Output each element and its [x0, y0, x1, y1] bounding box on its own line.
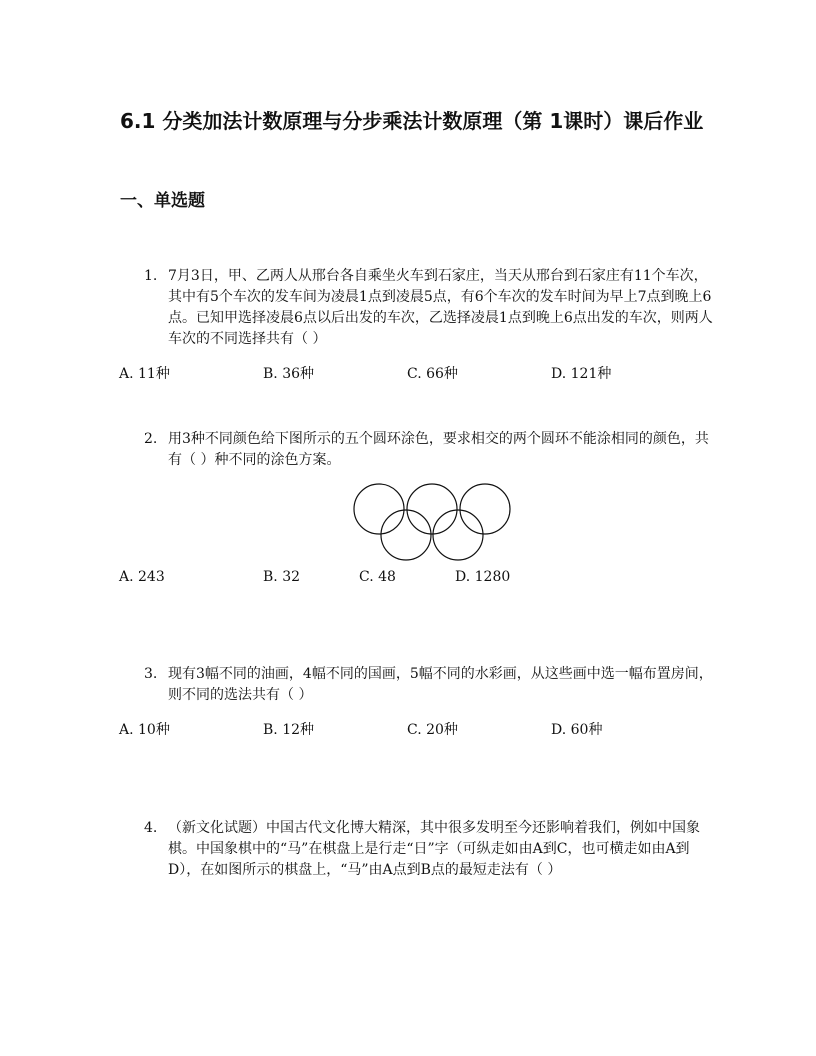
section-heading: 一、单选题 [120, 191, 205, 211]
question-text: 现有3幅不同的油画，4幅不同的国画，5幅不同的水彩画，从这些画中选一幅布置房间，则不同的选法共有（ ） [168, 666, 713, 703]
question-number: 4. [144, 820, 158, 836]
option-c[interactable]: C. 66种 [407, 366, 458, 382]
question-1 [144, 266, 719, 350]
option-b[interactable]: B. 12种 [263, 722, 315, 738]
option-c[interactable]: C. 20种 [407, 722, 458, 738]
ring-top-left [354, 484, 404, 534]
option-b[interactable]: B. 32 [263, 569, 301, 585]
ring-top-middle [407, 484, 457, 534]
question-text: 7月3日，甲、乙两人从邢台各自乘坐火车到石家庄，当天从邢台到石家庄有11个车次，其中有5个车次的发车间为凌晨1点到凌晨5点，有6个车次的发车时间为早上7点到晚上6点。已知甲选择凌晨6点以后出发的车次，乙选择凌晨1点到晚上6点出发的车次，则两人车次的不同选择共有（ ） [168, 268, 713, 347]
options-q2 [119, 566, 719, 588]
question-number: 3. [144, 666, 158, 682]
question-number: 2. [144, 431, 158, 447]
option-d[interactable]: D. 1280 [455, 569, 511, 585]
option-a[interactable]: A. 10种 [119, 722, 170, 738]
ring-top-right [460, 484, 510, 534]
question-4 [144, 818, 719, 881]
option-d[interactable]: D. 121种 [551, 366, 612, 382]
ring-bottom-left [381, 510, 431, 560]
question-text: 用3种不同颜色给下图所示的五个圆环涂色，要求相交的两个圆环不能涂相同的颜色，共有（ ）种不同的涂色方案。 [168, 431, 709, 468]
page-title: 6.1 分类加法计数原理与分步乘法计数原理（第 1课时）课后作业 [120, 109, 704, 133]
question-3 [144, 664, 719, 706]
question-number: 1. [144, 268, 158, 284]
question-2 [144, 429, 719, 471]
option-a[interactable]: A. 11种 [119, 366, 170, 382]
option-c[interactable]: C. 48 [359, 569, 396, 585]
options-q1 [119, 363, 719, 385]
ring-bottom-right [433, 510, 483, 560]
question-text: （新文化试题）中国古代文化博大精深，其中很多发明至今还影响着我们，例如中国象棋。中国象棋中的“马”在棋盘上是行走“日”字（可纵走如由A到C，也可横走如由A到D），在如图所示的棋盘上，“马”由A点到B点的最短走法有（ ） [168, 820, 700, 878]
option-d[interactable]: D. 60种 [551, 722, 603, 738]
five-rings-figure [352, 482, 512, 564]
option-a[interactable]: A. 243 [119, 569, 165, 585]
options-q3 [119, 719, 719, 741]
option-b[interactable]: B. 36种 [263, 366, 315, 382]
